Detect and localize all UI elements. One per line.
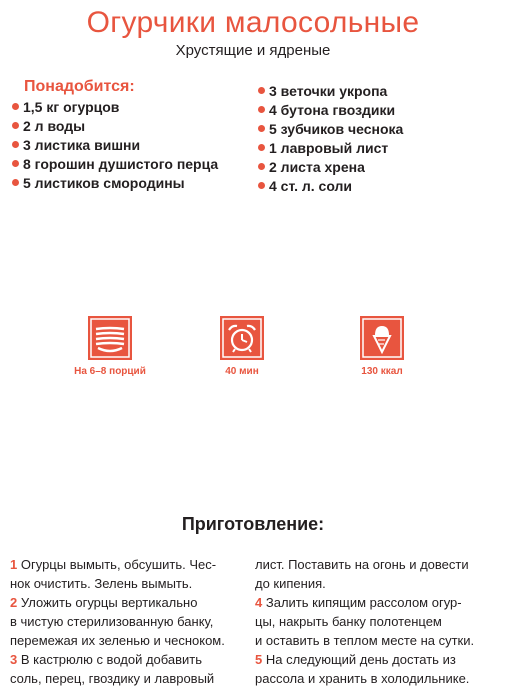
step-line: 3 В кастрюлю с водой добавить: [10, 652, 203, 667]
bullet-icon: [258, 144, 265, 151]
ingredient-item: 4 бутона гвоздики: [258, 101, 403, 120]
step-line: цы, накрыть банку полотенцем: [255, 614, 442, 629]
recipe-subtitle: Хрустящие и ядреные: [175, 42, 331, 59]
bullet-icon: [258, 125, 265, 132]
ingredient-item: 3 веточки укропа: [258, 82, 403, 101]
step-line: 5 На следующий день достать из: [255, 652, 456, 667]
bullet-icon: [258, 106, 265, 113]
ingredient-item: 2 л воды: [12, 117, 218, 136]
bullet-icon: [12, 179, 19, 186]
servings-info: [45, 316, 175, 377]
calories-info: [317, 316, 447, 377]
ingredient-item: 4 ст. л. соли: [258, 177, 403, 196]
ingredient-item: 8 горошин душистого перца: [12, 155, 218, 174]
step-line: 2 Уложить огурцы вертикально: [10, 595, 198, 610]
ingredient-item: 1,5 кг огурцов: [12, 98, 218, 117]
bullet-icon: [258, 182, 265, 189]
step-line: перемежая их зеленью и чесноком.: [10, 633, 225, 648]
calories-label: 130 ккал: [361, 366, 403, 377]
bullet-icon: [12, 141, 19, 148]
recipe-title: Огурчики малосольные: [86, 6, 420, 39]
ingredient-item: 1 лавровый лист: [258, 139, 403, 158]
time-label: 40 мин: [225, 366, 259, 377]
ingredient-item: 3 листика вишни: [12, 136, 218, 155]
steps-column-left: [10, 555, 248, 688]
step-line: соль, перец, гвоздику и лавровый: [10, 671, 215, 686]
bullet-icon: [12, 160, 19, 167]
servings-label: На 6–8 порций: [74, 366, 146, 377]
bullet-icon: [12, 103, 19, 110]
ingredient-item: 2 листа хрена: [258, 158, 403, 177]
time-info: [177, 316, 307, 377]
step-line: рассола и хранить в холодильнике.: [255, 671, 470, 686]
step-line: в чистую стерилизованную банку,: [10, 614, 214, 629]
step-line: лист. Поставить на огонь и довести: [255, 557, 469, 572]
alarm-clock-icon: [220, 316, 264, 360]
step-line: 4 Залить кипящим рассолом огур-: [255, 595, 462, 610]
step-line: до кипения.: [255, 576, 326, 591]
ice-cream-cone-icon: [360, 316, 404, 360]
step-line: нок очистить. Зелень вымыть.: [10, 576, 193, 591]
ingredients-heading: Понадобится:: [24, 78, 135, 95]
ingredients-list-right: [258, 82, 403, 196]
bullet-icon: [258, 87, 265, 94]
bullet-icon: [12, 122, 19, 129]
step-line: и оставить в теплом месте на сутки.: [255, 633, 475, 648]
ingredient-item: 5 листиков смородины: [12, 174, 218, 193]
preparation-heading: Приготовление:: [181, 514, 325, 534]
steps-column-right: [255, 555, 500, 688]
ingredients-list-left: [12, 98, 218, 193]
ingredient-item: 5 зубчиков чеснока: [258, 120, 403, 139]
bullet-icon: [258, 163, 265, 170]
step-line: 1 Огурцы вымыть, обсушить. Чес-: [10, 557, 217, 572]
plates-icon: [88, 316, 132, 360]
